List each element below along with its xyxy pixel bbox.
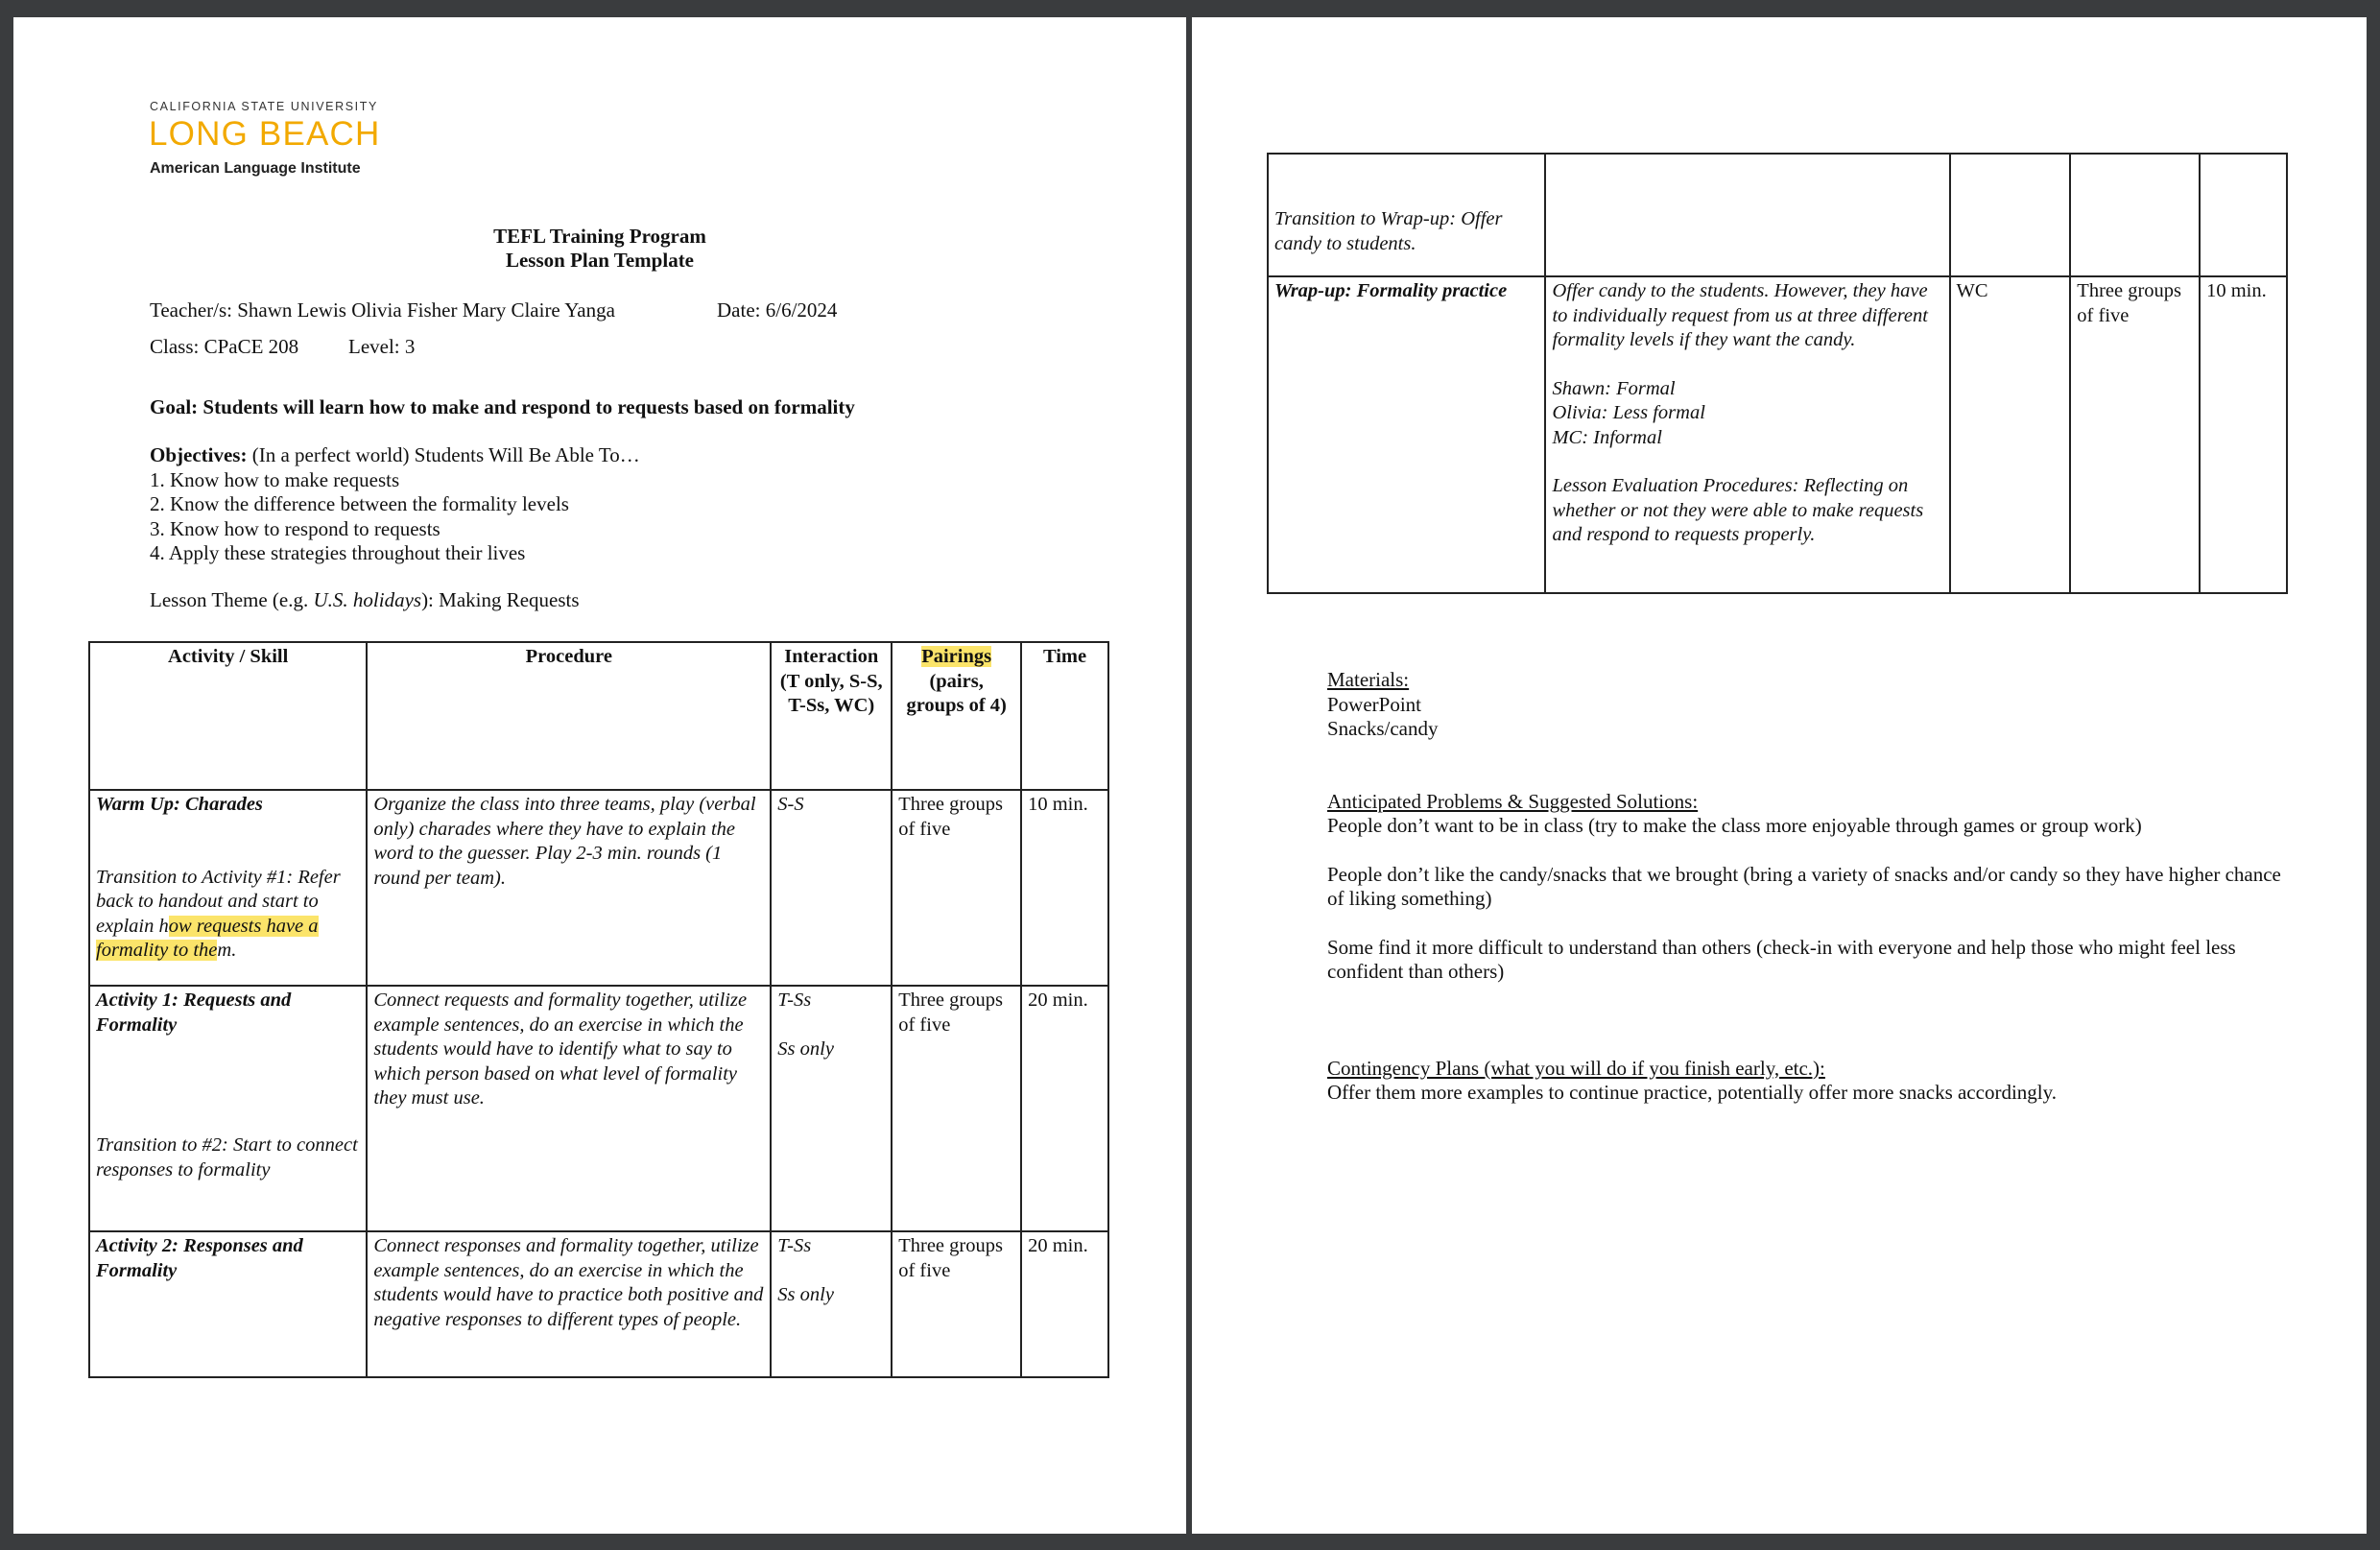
level-value: 3 [404, 335, 416, 358]
formality-item: Olivia: Less formal [1552, 402, 1705, 423]
time-cell: 10 min. [2200, 276, 2287, 593]
materials-item: Snacks/candy [1327, 717, 1439, 740]
goal-text: Students will learn how to make and respond to requests based on formality [202, 395, 855, 418]
header-time: Time [1021, 642, 1108, 790]
objective-item: 1. Know how to make requests [150, 467, 400, 491]
pairings-cell [2070, 154, 2200, 276]
formality-item: MC: Informal [1552, 426, 1662, 448]
table-row [1268, 154, 2287, 276]
interaction-value: T-Ss [777, 990, 812, 1011]
lesson-plan-table-continued [1267, 153, 2288, 594]
interaction-cell [771, 790, 892, 986]
teachers-label: Teacher/s: [150, 298, 232, 322]
procedure-cell: Organize the class into three teams, play (verbal only) charades where they have to explain the word to the guesser. Play 2-3 min. rounds (1 round per team). [367, 790, 771, 986]
page-1 [13, 17, 1186, 1534]
table-row [89, 986, 1108, 1231]
transition-text [96, 866, 360, 964]
transition-text: Transition to #2: Start to connect responses to formality [96, 1134, 358, 1180]
contingency-heading: Contingency Plans (what you will do if you finish early, etc.): [1327, 1056, 1825, 1080]
theme-label-example: U.S. holidays [313, 588, 422, 611]
pairings-cell: Three groups of five [2070, 276, 2200, 593]
procedure-cell [1545, 154, 1949, 276]
goal-label: Goal: [150, 395, 199, 418]
logo-institute: American Language Institute [150, 160, 361, 177]
activity-cell: Transition to Wrap-up: Offer candy to students. [1268, 154, 1545, 276]
date-value: 6/6/2024 [765, 298, 838, 322]
table-header-row [89, 642, 1108, 790]
class-label: Class: [150, 335, 200, 358]
notes-block [1327, 668, 2287, 1106]
level-label: Level: [348, 335, 400, 358]
materials-item: PowerPoint [1327, 692, 1422, 716]
problem-item: People don’t like the candy/snacks that we brought (bring a variety of snacks and/or candy so they have higher chance of liking something) [1327, 862, 2281, 910]
transition-text-pre: Transition to Activity #1: Refer back to handout and start to explain h [96, 866, 341, 937]
activity-cell [89, 986, 367, 1231]
interaction-value: Ss only [777, 1283, 834, 1305]
header-interaction: Interaction (T only, S-S, T-Ss, WC) [771, 642, 892, 790]
theme-value: Making Requests [439, 588, 580, 611]
teachers-value: Shawn Lewis Olivia Fisher Mary Claire Yanga [237, 298, 615, 322]
problems-heading: Anticipated Problems & Suggested Solutions: [1327, 789, 1699, 813]
procedure-cell: Connect responses and formality together, utilize example sentences, do an exercise in which the students would have to practice both positive and negative responses to different types of people. [367, 1231, 771, 1377]
time-cell [2200, 154, 2287, 276]
logo-campus-name: LONG BEACH [149, 115, 381, 153]
interaction-cell [1950, 154, 2071, 276]
objective-item: 4. Apply these strategies throughout their lives [150, 541, 526, 564]
date-line [717, 298, 837, 323]
theme-label-post: ): [421, 588, 434, 611]
level-line [348, 335, 415, 360]
problem-item: Some find it more difficult to understand than others (check-in with everyone and help those who might feel less confident than others) [1327, 935, 2236, 983]
procedure-cell: Connect requests and formality together, utilize example sentences, do an exercise in which the students would have to identify what to say to which person based on what level of formality they must use. [367, 986, 771, 1231]
objectives-label: Objectives: [150, 443, 248, 466]
activity-cell: Wrap-up: Formality practice [1268, 276, 1545, 593]
lesson-plan-table [88, 641, 1109, 1378]
objectives-block [150, 443, 640, 566]
pairings-cell: Three groups of five [892, 1231, 1021, 1377]
logo-university-line: CALIFORNIA STATE UNIVERSITY [150, 100, 378, 113]
objective-item: 2. Know the difference between the formality levels [150, 492, 569, 515]
teachers-line [150, 298, 615, 323]
header-procedure: Procedure [367, 642, 771, 790]
contingency-text: Offer them more examples to continue practice, potentially offer more snacks accordingly. [1327, 1081, 2057, 1104]
document-title: TEFL Training Program [493, 225, 706, 248]
activity-cell [89, 1231, 367, 1377]
header-pairings-highlight: Pairings [921, 646, 992, 667]
evaluation-text: Lesson Evaluation Procedures: Reflecting on whether or not they were able to make requests and respond to requests properly. [1552, 475, 1924, 545]
table-row [89, 1231, 1108, 1377]
header-pairings-rest: (pairs, groups of 4) [906, 670, 1007, 716]
interaction-value: T-Ss [777, 1235, 812, 1256]
document-subtitle: Lesson Plan Template [505, 249, 695, 272]
interaction-cell [771, 1231, 892, 1377]
materials-heading: Materials: [1327, 668, 1410, 691]
table-row [1268, 276, 2287, 593]
date-label: Date: [717, 298, 761, 322]
interaction-cell [771, 986, 892, 1231]
time-cell: 20 min. [1021, 986, 1108, 1231]
formality-item: Shawn: Formal [1552, 377, 1676, 399]
objectives-heading [150, 443, 640, 468]
interaction-value: S-S [777, 794, 804, 815]
activity-cell [89, 790, 367, 986]
interaction-cell: WC [1950, 276, 2071, 593]
objective-item: 3. Know how to respond to requests [150, 516, 440, 540]
table-row [89, 790, 1108, 986]
pairings-cell: Three groups of five [892, 986, 1021, 1231]
procedure-text: Offer candy to the students. However, they have to individually request from us at three different formality levels if they want the candy. [1552, 280, 1928, 350]
activity-name: Warm Up: Charades [96, 794, 263, 815]
header-activity: Activity / Skill [89, 642, 367, 790]
theme-label-pre: Lesson Theme (e.g. [150, 588, 314, 611]
goal-line [150, 395, 855, 420]
class-line [150, 335, 298, 360]
lesson-theme-line [150, 588, 580, 613]
header-pairings [892, 642, 1021, 790]
activity-name: Activity 1: Requests and Formality [96, 990, 292, 1036]
interaction-value: Ss only [777, 1037, 834, 1060]
transition-text-highlight: ow requests have a formality to the [96, 915, 319, 961]
problem-item: People don’t want to be in class (try to make the class more enjoyable through games or group work) [1327, 814, 2142, 837]
class-value: CPaCE 208 [203, 335, 299, 358]
pairings-cell: Three groups of five [892, 790, 1021, 986]
objectives-intro: (In a perfect world) Students Will Be Able To… [251, 443, 640, 466]
time-cell: 20 min. [1021, 1231, 1108, 1377]
page-2 [1192, 17, 2367, 1534]
transition-text-post: m. [217, 940, 237, 961]
procedure-cell [1545, 276, 1949, 593]
time-cell: 10 min. [1021, 790, 1108, 986]
activity-name: Activity 2: Responses and Formality [96, 1235, 303, 1281]
